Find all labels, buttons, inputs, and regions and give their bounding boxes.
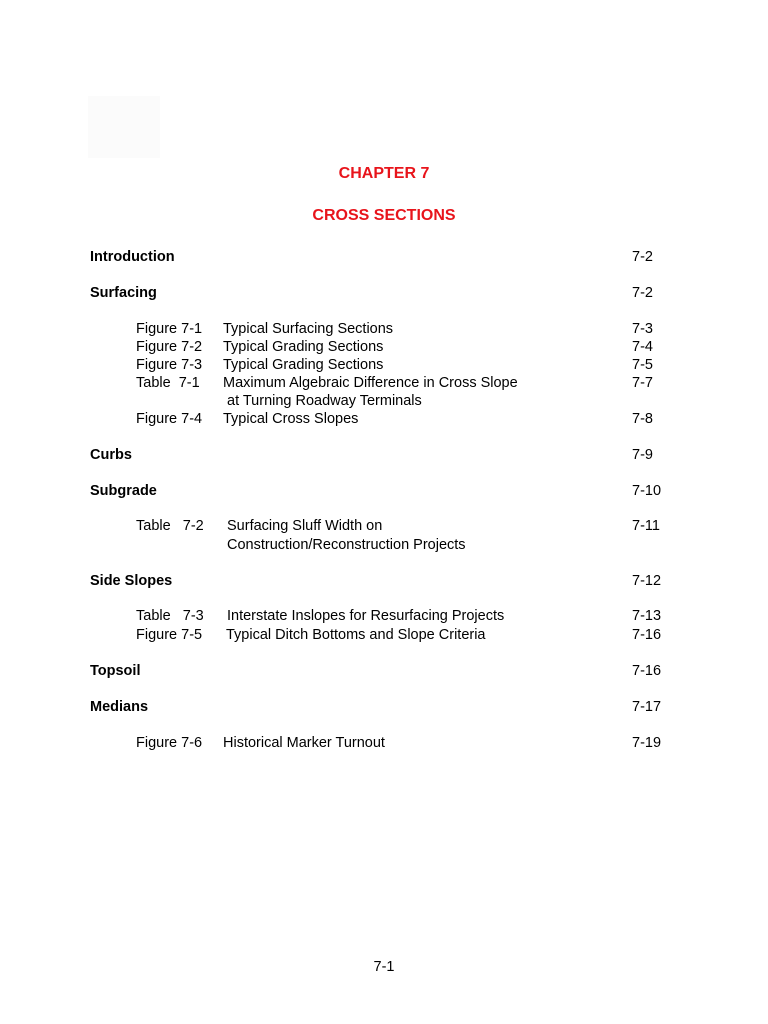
toc-item-title: Historical Marker Turnout: [223, 735, 385, 751]
toc-section-label: Medians: [90, 699, 149, 715]
toc-entry-topsoil: [0, 662, 768, 680]
toc-entry-table-7-2: [0, 517, 768, 535]
toc-section-label: Side Slopes: [90, 573, 173, 589]
toc-page-number: 7-17: [632, 699, 662, 715]
toc-item-prefix: Figure 7-3: [136, 357, 203, 373]
toc-entry-figure-7-1: [0, 320, 768, 338]
toc-entry-figure-7-3: [0, 356, 768, 374]
toc-item-title: Typical Grading Sections: [223, 357, 384, 373]
toc-item-title: Maximum Algebraic Difference in Cross Slope: [223, 375, 518, 391]
toc-item-prefix: Table 7-2: [136, 518, 204, 534]
scan-smudge: [88, 96, 160, 158]
toc-page-number: 7-5: [632, 357, 653, 373]
toc-entry-table-7-1: [0, 374, 768, 392]
toc-section-label: Subgrade: [90, 483, 157, 499]
toc-page-number: 7-11: [632, 518, 660, 534]
toc-item-title: Typical Grading Sections: [223, 339, 384, 355]
toc-entry-table-7-1-continued: [0, 392, 768, 410]
toc-section-label: Topsoil: [90, 663, 141, 679]
toc-item-prefix: Table 7-3: [136, 608, 204, 624]
toc-page-number: 7-19: [632, 735, 662, 751]
toc-entry-figure-7-2: [0, 338, 768, 356]
toc-entry-figure-7-5: [0, 626, 768, 644]
toc-item-prefix: Figure 7-4: [136, 411, 203, 427]
toc-item-title: Typical Surfacing Sections: [223, 321, 394, 337]
toc-page-number: 7-7: [632, 375, 653, 391]
toc-item-title-continued: at Turning Roadway Terminals: [227, 393, 422, 409]
toc-page-number: 7-3: [632, 321, 653, 337]
toc-item-prefix: Table 7-1: [136, 375, 200, 391]
toc-section-label: Surfacing: [90, 285, 157, 301]
toc-section-label: Curbs: [90, 447, 132, 463]
toc-entry-figure-7-4: [0, 410, 768, 428]
toc-entry-introduction: [0, 248, 768, 266]
toc-page-number: 7-16: [632, 627, 662, 643]
toc-page-number: 7-12: [632, 573, 662, 589]
toc-entry-figure-7-6: [0, 734, 768, 752]
toc-item-title: Interstate Inslopes for Resurfacing Projects: [227, 608, 505, 624]
toc-entry-medians: [0, 698, 768, 716]
page-number: 7-1: [373, 959, 395, 975]
toc-item-title-continued: Construction/Reconstruction Projects: [227, 537, 466, 553]
toc-entry-table-7-2-continued: [0, 536, 768, 554]
toc-item-prefix: Figure 7-1: [136, 321, 203, 337]
toc-page-number: 7-9: [632, 447, 653, 463]
toc-entry-table-7-3: [0, 607, 768, 625]
chapter-number: CHAPTER 7: [338, 165, 430, 182]
toc-page-number: 7-8: [632, 411, 653, 427]
toc-page-number: 7-2: [632, 249, 653, 265]
toc-section-label: Introduction: [90, 249, 175, 265]
toc-entry-curbs: [0, 446, 768, 464]
toc-page-number: 7-4: [632, 339, 653, 355]
toc-item-prefix: Figure 7-6: [136, 735, 203, 751]
toc-item-title: Typical Cross Slopes: [223, 411, 359, 427]
toc-page-number: 7-10: [632, 483, 662, 499]
toc-page-number: 7-13: [632, 608, 662, 624]
toc-item-title: Surfacing Sluff Width on: [227, 518, 383, 534]
toc-page-number: 7-16: [632, 663, 662, 679]
toc-entry-side-slopes: [0, 572, 768, 590]
toc-page-number: 7-2: [632, 285, 653, 301]
toc-item-prefix: Figure 7-5: [136, 627, 203, 643]
toc-item-prefix: Figure 7-2: [136, 339, 203, 355]
toc-item-title: Typical Ditch Bottoms and Slope Criteria: [226, 627, 486, 643]
toc-entry-surfacing: [0, 284, 768, 302]
chapter-title: CROSS SECTIONS: [312, 207, 456, 224]
toc-entry-subgrade: [0, 482, 768, 500]
